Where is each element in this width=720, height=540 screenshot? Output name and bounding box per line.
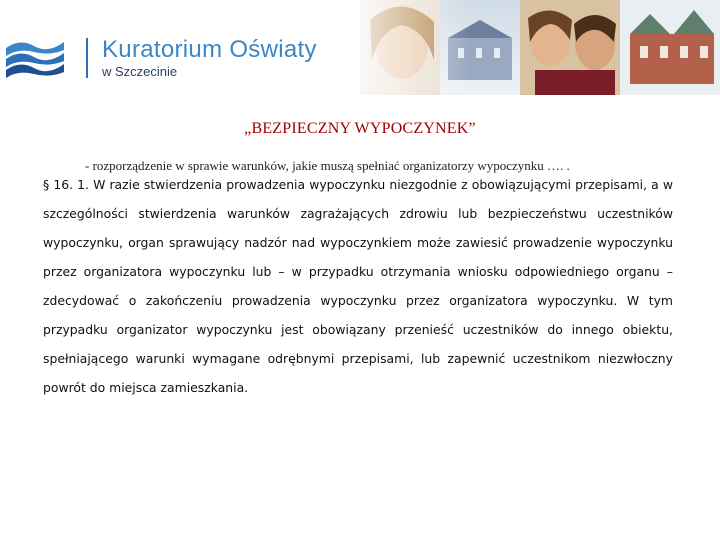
document-subtitle: - rozporządzenie w sprawie warunków, jakie muszą spełniać organizatorzy wypoczynku …. .	[85, 158, 570, 173]
header-divider	[86, 38, 88, 78]
document-title: „BEZPIECZNY WYPOCZYNEK”	[244, 120, 476, 137]
kuratorium-logo-icon	[4, 32, 66, 82]
page-header	[0, 0, 720, 95]
org-city: w Szczecinie	[102, 64, 178, 79]
org-name: Kuratorium Oświaty	[102, 36, 317, 63]
document-body: § 16. 1. W razie stwierdzenia prowadzenia wypoczynku niezgodnie z obowiązującymi przepisami, a w szczególności stwierdzenia warunków zagrażających zdrowiu lub bezpieczeństwu uczestników wypoczynku, organ sprawujący nadzór nad wypoczynkiem może zawiesić prowadzenie wypoczynku przez organizatora wypoczynku lub – w przypadku otrzymania wniosku odpowiedniego organu – zdecydować o zakończeniu prowadzenia wypoczynku przez organizatora wypoczynku. W tym przypadku organizator wypoczynku jest obowiązany przenieść uczestników do innego obiektu, spełniającego warunki wymagane odrębnymi przepisami, lub zapewnić uczestnikom niezwłoczny powrót do miejsca zamieszkania.	[43, 177, 673, 395]
header-fade	[330, 0, 470, 95]
